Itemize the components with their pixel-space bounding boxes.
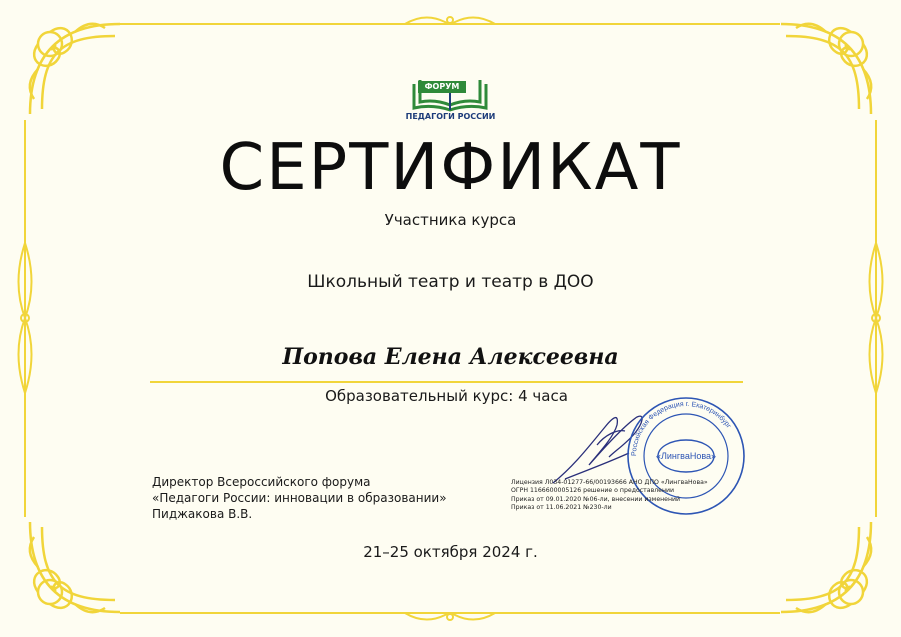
corner-ornament-bottom-right — [771, 512, 881, 622]
license-line4: Приказ от 11.06.2021 №230-ли — [511, 504, 612, 512]
right-side-flourish — [861, 243, 891, 393]
bottom-center-flourish — [400, 603, 500, 627]
license-line1: Лицензия Л034-01277-66/00193666 АНО ДПО «ЛингваНова» — [511, 479, 708, 486]
participant-name: Попова Елена Алексеевна — [282, 344, 619, 370]
license-block — [511, 479, 708, 513]
certificate-date: 21–25 октября 2024 г. — [363, 543, 538, 561]
certificate-title: СЕРТИФИКАТ — [219, 131, 682, 205]
director-title-line2: «Педагоги России: инновации в образовании» — [152, 491, 447, 505]
svg-text:Российская Федерация г. Екатер — [631, 401, 732, 456]
stamp-ring-text: Российская Федерация г. Екатеринбург — [630, 400, 732, 457]
certificate-subtitle: Участника курса — [384, 211, 517, 229]
corner-ornament-top-left — [20, 14, 130, 124]
stamp-center-text: «ЛингваНова» — [655, 451, 717, 461]
director-name: Пиджакова В.В. — [152, 507, 253, 521]
director-title-line1: Директор Всероссийского форума — [152, 475, 371, 489]
license-line3: Приказ от 09.01.2020 №06-ли, внесении изменений — [511, 495, 681, 503]
top-center-flourish — [400, 10, 500, 34]
logo-subtitle: ПЕДАГОГИ РОССИИ — [405, 112, 496, 121]
name-underline — [150, 381, 743, 383]
corner-ornament-bottom-left — [20, 512, 130, 622]
course-name: Школьный театр и театр в ДОО — [307, 272, 594, 292]
logo-title: ФОРУМ — [418, 81, 466, 93]
license-line2: ОГРН 1166600005126 решение о предоставлении — [511, 487, 675, 495]
corner-ornament-top-right — [771, 14, 881, 124]
course-hours: Образовательный курс: 4 часа — [325, 387, 568, 405]
left-side-flourish — [10, 243, 40, 393]
director-block — [152, 474, 447, 522]
